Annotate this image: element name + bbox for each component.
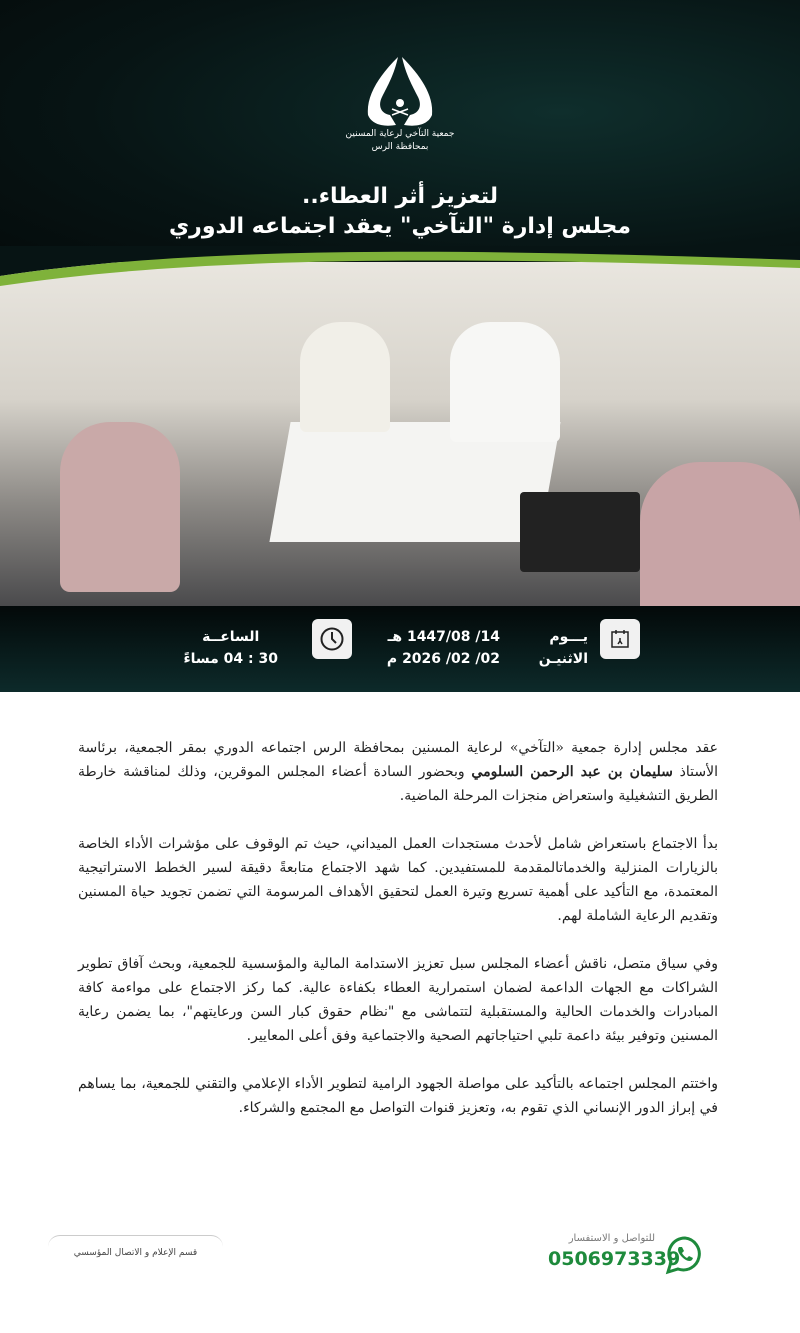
phone-number[interactable]: 0506973339 (548, 1248, 681, 1270)
meeting-photo (0, 262, 800, 606)
person (300, 322, 390, 432)
chairman-name: سليمان بن عبد الرحمن السلومي (471, 764, 673, 780)
clock-icon (312, 619, 352, 659)
contact-label: للتواصل و الاستفسار (568, 1233, 655, 1244)
text: وبحضور السادة أعضاء المجلس الموقرين، وذلك لمناقشة خارطة الطريق التشغيلية واستعراض منجزات المرحلة الماضية. (78, 764, 718, 804)
calendar-icon (600, 619, 640, 659)
organization-name (300, 128, 500, 154)
paragraph-3: وفي سياق متصل، ناقش أعضاء المجلس سبل تعزيز الاستدامة المالية والمؤسسية للجمعية، وبحث آفاق تطوير الشراكات مع الجهات الداعمة لضمان استمرارية العطاء بكفاءة عالية. كما ركز الاجتماع على مواءمة كافة المبادرات والخدمات الحالية والمستقبلية لتتماشى مع "نظام حقوق كبار السن ورعايتهم"، بما يضمن رعاية المسنين وتوفير بيئة داعمة تلبي احتياجاتهم الصحية والاجتماعية وفق أعلى المعايير. (78, 956, 718, 1044)
laptop (520, 492, 640, 572)
person (60, 422, 180, 592)
gregorian-date: 02/ 02/ 2026 م (386, 651, 500, 667)
org-name-line2: بمحافظة الرس (371, 142, 429, 152)
time (183, 626, 278, 670)
day-label: يـــوم (549, 629, 588, 645)
dates (387, 626, 500, 670)
org-name-line1: جمعية التآخي لرعاية المسنين (345, 129, 455, 139)
day (539, 626, 588, 670)
paragraph-4: واختتم المجلس اجتماعه بالتأكيد على مواصلة الجهود الرامية لتطوير الأداء الإعلامي والتقني للجمعية، بما يساهم في إبراز الدور الإنساني الذي تقوم به، وتعزيز قنوات التواصل مع المجتمع والشركاء. (78, 1076, 718, 1116)
article-body (78, 736, 718, 1144)
organization-logo (360, 55, 440, 130)
text: عقد مجلس إدارة جمعية «التآخي» لرعاية المسنين بمحافظة الرس اجتماعه الدوري بمقر الجمعية، برئاسة الأستاذ (78, 740, 719, 780)
hijri-date: 14/ 1447/08 هـ (387, 629, 500, 645)
paragraph-1 (78, 736, 718, 808)
person (450, 322, 560, 442)
department-credit: قسم الإعلام و الاتصال المؤسسي (48, 1235, 223, 1269)
headline (100, 182, 700, 242)
time-value: 30 : 04 مساءً (183, 651, 278, 667)
whatsapp-icon[interactable] (665, 1235, 705, 1275)
time-label: الساعــة (202, 629, 260, 645)
person (640, 462, 800, 606)
paragraph-2: بدأ الاجتماع باستعراض شامل لأحدث مستجدات العمل الميداني، حيث تم الوقوف على مؤشرات الأداء الخاصة بالزيارات المنزلية والخدماتالمقدمة للمستفيدين. كما شهد الاجتماع متابعةً دقيقة لسير الخطط الاستراتيجية المعتمدة، مع التأكيد على أهمية تسريع وتيرة العمل لتحقيق الأهداف المرسومة التي تضمن تجويد حياة المسنين وتقديم الرعاية الشاملة لهم. (78, 836, 718, 924)
headline-line2: مجلس إدارة "التآخي" يعقد اجتماعه الدوري (169, 214, 631, 239)
green-curve-decoration (0, 246, 800, 286)
date-time-bar (0, 606, 800, 692)
headline-line1: لتعزيز أثر العطاء.. (302, 184, 498, 209)
day-value: الاثنيـن (538, 651, 588, 667)
